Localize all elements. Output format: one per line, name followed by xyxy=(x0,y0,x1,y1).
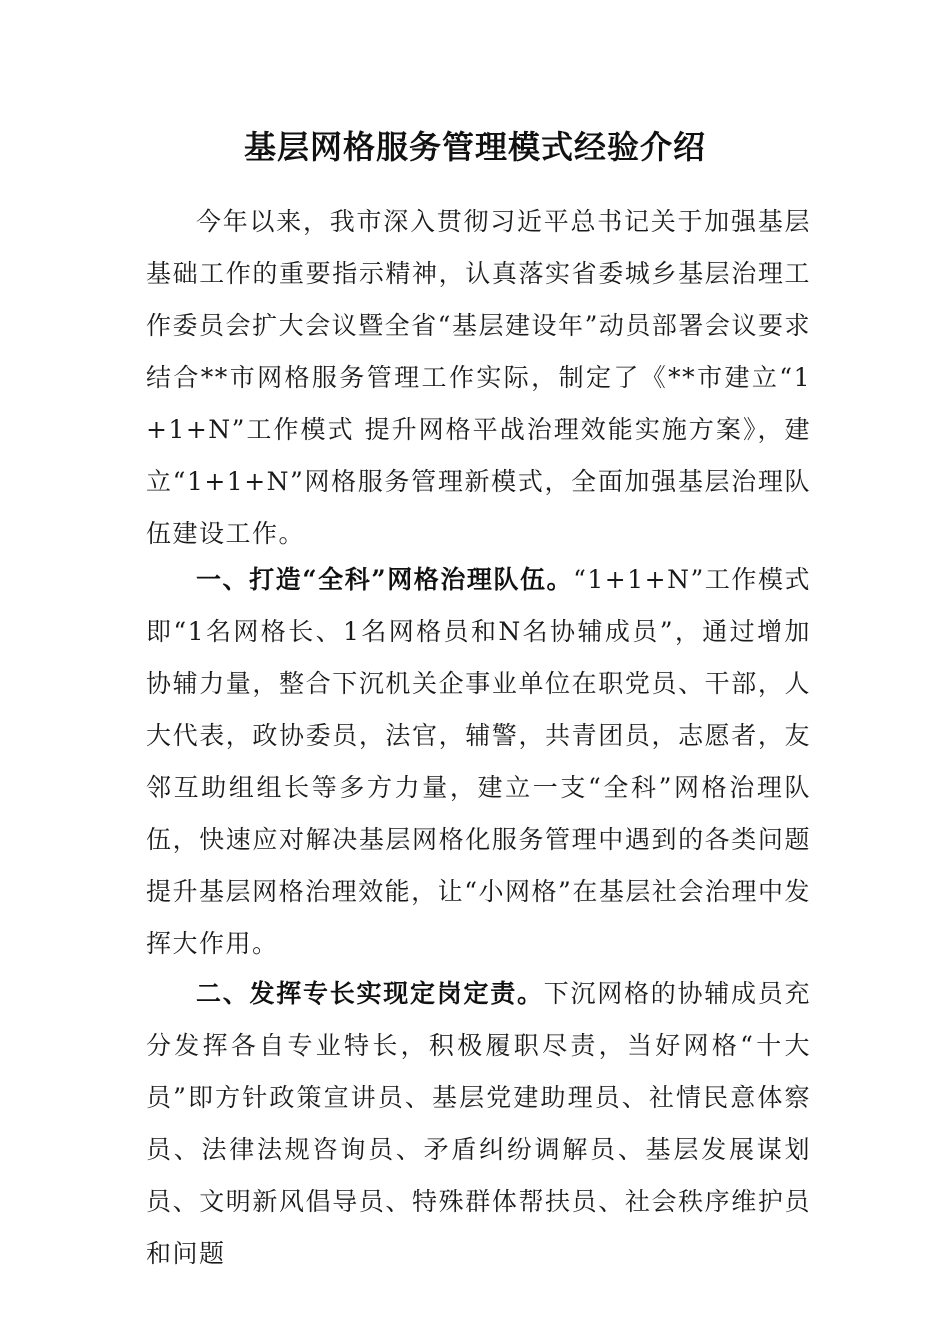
section-one-paragraph xyxy=(146,554,811,970)
section-two-paragraph xyxy=(146,968,811,1280)
document-title: 基层网格服务管理模式经验介绍 xyxy=(243,128,706,166)
intro-paragraph-text: 今年以来，我市深入贯彻习近平总书记关于加强基层基础工作的重要指示精神，认真落实省委城乡基层治理工作委员会扩大会议暨全省“基层建设年”动员部署会议要求结合**市网格服务管理工作实际，制定了《**市建立“1+1+N”工作模式 提升网格平战治理效能实施方案》，建立“1+1+N”网格服务管理新模式，全面加强基层治理队伍建设工作。 xyxy=(146,207,811,548)
section-one-heading: 一、打造“全科”网格治理队伍。 xyxy=(196,565,574,594)
intro-paragraph xyxy=(146,196,811,560)
section-one-text: “1+1+N”工作模式即“1名网格长、1名网格员和N名协辅成员”，通过增加协辅力量，整合下沉机关企事业单位在职党员、干部，人大代表，政协委员，法官，辅警，共青团员，志愿者，友邻互助组组长等多方力量，建立一支“全科”网格治理队伍，快速应对解决基层网格化服务管理中遇到的各类问题提升基层网格治理效能，让“小网格”在基层社会治理中发挥大作用。 xyxy=(146,565,811,958)
section-two-text: 下沉网格的协辅成员充分发挥各自专业特长，积极履职尽责，当好网格“十大员”即方针政策宣讲员、基层党建助理员、社情民意体察员、法律法规咨询员、矛盾纠纷调解员、基层发展谋划员、文明新风倡导员、特殊群体帮扶员、社会秩序维护员和问题 xyxy=(146,979,811,1268)
section-two-heading: 二、发挥专长实现定岗定责。 xyxy=(196,979,544,1008)
